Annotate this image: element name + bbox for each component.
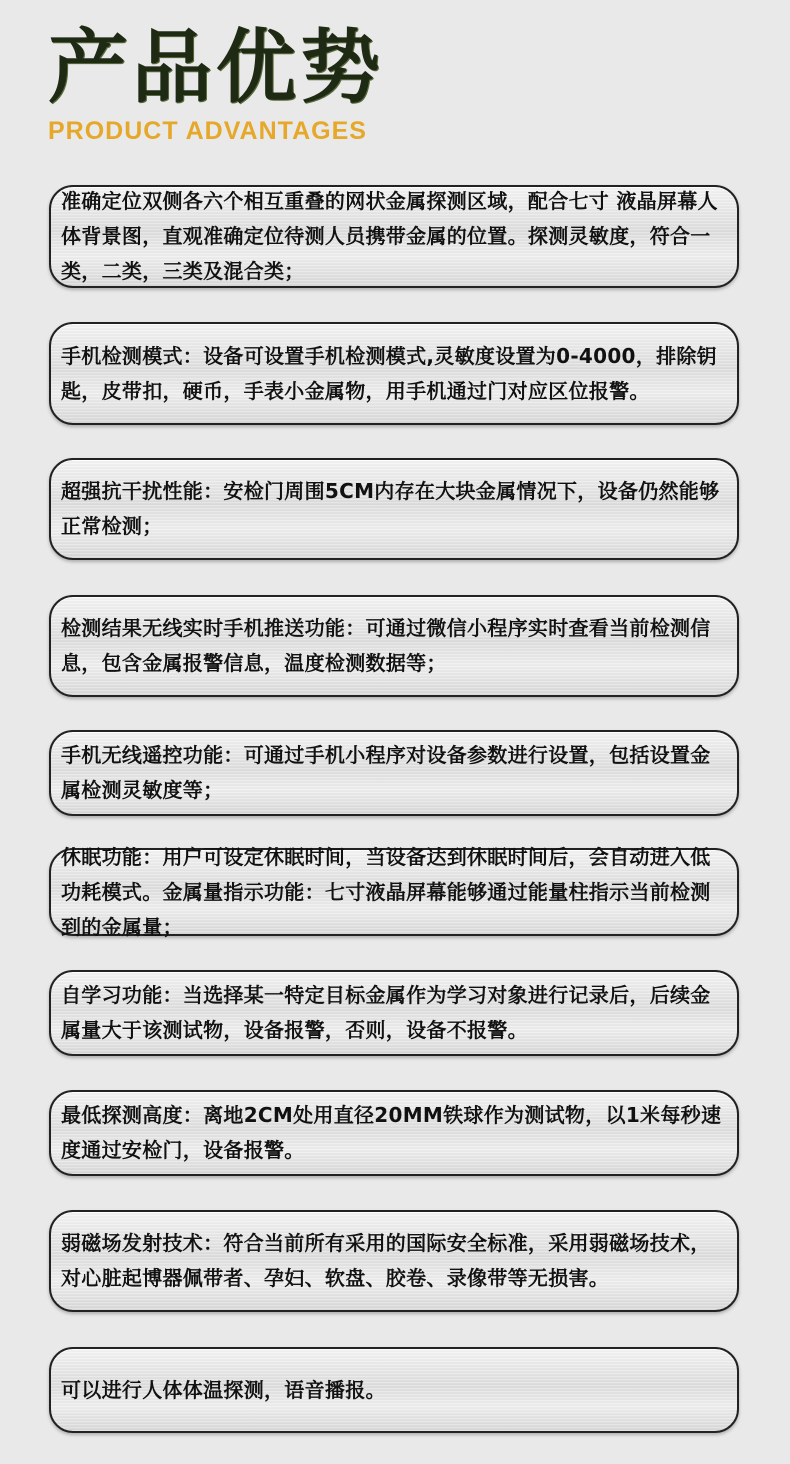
feature-text: 可以进行人体体温探测，语音播报。 bbox=[61, 1377, 386, 1402]
feature-text: 准确定位双侧各六个相互重叠的网状金属探测区域，配合七寸 液晶屏幕人体背景图，直观准确定位待测人员携带金属的位置。探测灵敏度，符合一类，二类，三类及混合类； bbox=[61, 189, 718, 283]
feature-card-weak-magnetic bbox=[49, 1210, 739, 1312]
feature-card-min-height bbox=[49, 1090, 739, 1176]
feature-text: 手机无线遥控功能：可通过手机小程序对设备参数进行设置，包括设置金属检测灵敏度等； bbox=[61, 743, 711, 802]
feature-card-wireless-push bbox=[49, 595, 739, 697]
feature-text: 超强抗干扰性能：安检门周围5CM内存在大块金属情况下，设备仍然能够正常检测； bbox=[61, 479, 720, 538]
feature-text: 自学习功能：当选择某一特定目标金属作为学习对象进行记录后，后续金属量大于该测试物，设备报警，否则，设备不报警。 bbox=[61, 983, 711, 1042]
page-header bbox=[48, 22, 384, 146]
feature-text: 最低探测高度：离地2CM处用直径20MM铁球作为测试物，以1米每秒速度通过安检门，设备报警。 bbox=[61, 1103, 722, 1162]
feature-card-remote-control bbox=[49, 730, 739, 816]
feature-card-self-learning bbox=[49, 970, 739, 1056]
feature-card-temperature bbox=[49, 1347, 739, 1433]
page-subtitle: PRODUCT ADVANTAGES bbox=[48, 117, 367, 145]
feature-card-phone-detection bbox=[49, 322, 739, 425]
feature-text: 休眠功能：用户可设定休眠时间，当设备达到休眠时间后，会自动进入低功耗模式。金属量指示功能：七寸液晶屏幕能够通过能量柱指示当前检测到的金属量； bbox=[61, 844, 711, 939]
feature-text: 检测结果无线实时手机推送功能：可通过微信小程序实时查看当前检测信息，包含金属报警信息，温度检测数据等； bbox=[61, 616, 711, 675]
feature-card-sleep-mode bbox=[49, 844, 739, 939]
feature-text: 手机检测模式：设备可设置手机检测模式,灵敏度设置为0-4000，排除钥匙，皮带扣，硬币，手表小金属物，用手机通过门对应区位报警。 bbox=[61, 343, 717, 403]
feature-card-positioning bbox=[49, 185, 739, 288]
feature-text: 弱磁场发射技术：符合当前所有采用的国际安全标准，采用弱磁场技术，对心脏起博器佩带者、孕妇、软盘、胶卷、录像带等无损害。 bbox=[61, 1231, 711, 1290]
feature-card-anti-interference bbox=[49, 458, 739, 560]
page-title: 产品优势 bbox=[48, 21, 384, 114]
